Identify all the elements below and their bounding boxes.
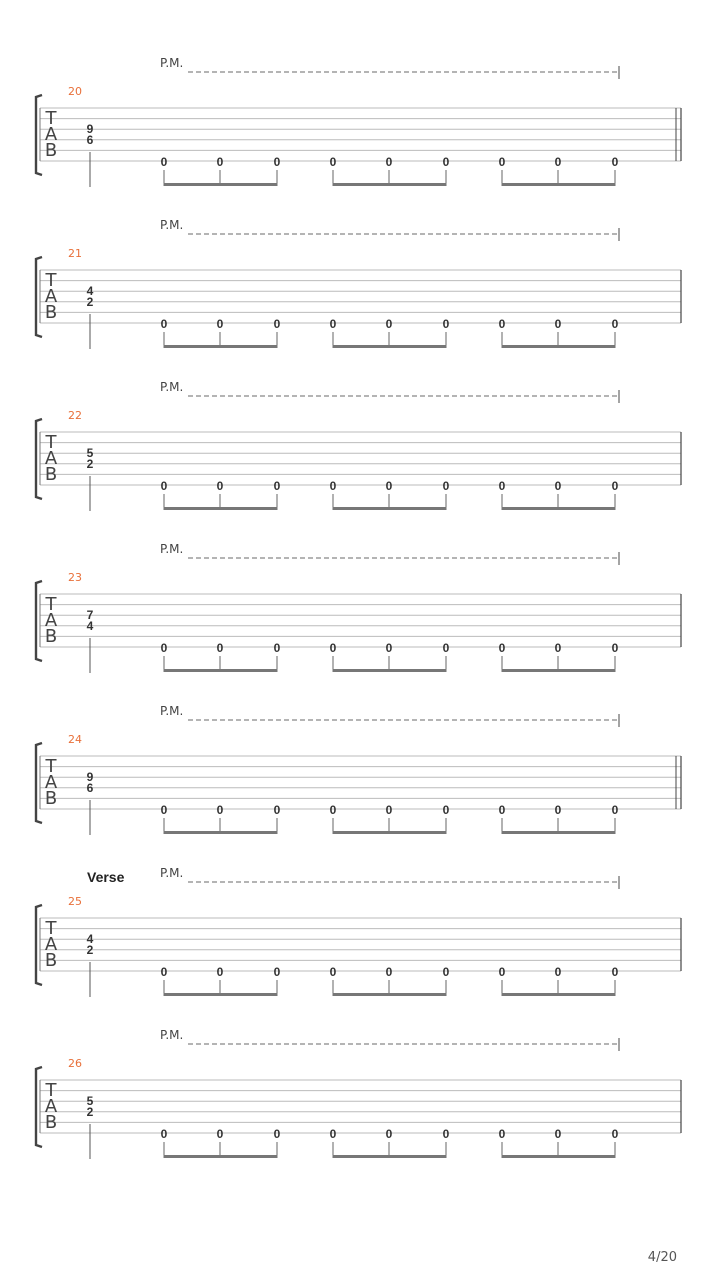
system-bracket xyxy=(36,581,42,661)
note-beam xyxy=(164,183,278,186)
open-string-note: 0 xyxy=(329,1127,337,1141)
system-bracket xyxy=(36,257,42,337)
note-beam xyxy=(333,183,447,186)
tab-clef-letter: B xyxy=(44,1112,58,1133)
open-string-note: 0 xyxy=(273,803,281,817)
tab-clef-letter: T xyxy=(45,270,57,291)
note-beam xyxy=(164,345,278,348)
page-number: 4/20 xyxy=(647,1250,677,1265)
open-string-note: 0 xyxy=(442,641,450,655)
note-beam xyxy=(164,1155,278,1158)
open-string-note: 0 xyxy=(329,479,337,493)
open-string-note: 0 xyxy=(160,965,168,979)
tab-system xyxy=(36,866,681,997)
open-string-note: 0 xyxy=(554,1127,562,1141)
chord-fret: 6 xyxy=(86,133,94,147)
open-string-note: 0 xyxy=(160,1127,168,1141)
note-beam xyxy=(333,345,447,348)
system-bracket xyxy=(36,1067,42,1147)
open-string-note: 0 xyxy=(273,641,281,655)
system-bracket xyxy=(36,905,42,985)
open-string-note: 0 xyxy=(442,1127,450,1141)
open-string-note: 0 xyxy=(329,641,337,655)
chord-fret: 2 xyxy=(86,457,94,471)
tab-clef-letter: A xyxy=(44,772,58,793)
measure-number: 25 xyxy=(68,895,82,908)
open-string-note: 0 xyxy=(498,155,506,169)
palm-mute-label: P.M. xyxy=(160,1028,184,1042)
open-string-note: 0 xyxy=(385,317,393,331)
open-string-note: 0 xyxy=(498,641,506,655)
open-string-note: 0 xyxy=(216,965,224,979)
open-string-note: 0 xyxy=(273,1127,281,1141)
tab-clef-letter: B xyxy=(44,626,58,647)
open-string-note: 0 xyxy=(385,155,393,169)
chord-fret: 5 xyxy=(86,446,94,460)
open-string-note: 0 xyxy=(611,479,619,493)
open-string-note: 0 xyxy=(273,965,281,979)
chord-fret: 5 xyxy=(86,1094,94,1108)
open-string-note: 0 xyxy=(611,1127,619,1141)
tab-clef-letter: A xyxy=(44,124,58,145)
open-string-note: 0 xyxy=(216,317,224,331)
chord-fret: 2 xyxy=(86,1105,94,1119)
note-beam xyxy=(502,993,616,996)
open-string-note: 0 xyxy=(329,317,337,331)
system-bracket xyxy=(36,419,42,499)
open-string-note: 0 xyxy=(273,155,281,169)
tab-system xyxy=(36,380,681,511)
open-string-note: 0 xyxy=(385,641,393,655)
open-string-note: 0 xyxy=(160,803,168,817)
tab-clef-letter: A xyxy=(44,934,58,955)
chord-fret: 9 xyxy=(86,122,94,136)
open-string-note: 0 xyxy=(160,479,168,493)
note-beam xyxy=(333,507,447,510)
tab-clef-letter: T xyxy=(45,756,57,777)
tab-clef-letter: B xyxy=(44,302,58,323)
chord-fret: 2 xyxy=(86,943,94,957)
open-string-note: 0 xyxy=(611,317,619,331)
open-string-note: 0 xyxy=(216,1127,224,1141)
open-string-note: 0 xyxy=(442,803,450,817)
note-beam xyxy=(164,669,278,672)
tab-clef-letter: B xyxy=(44,140,58,161)
open-string-note: 0 xyxy=(160,317,168,331)
tab-system xyxy=(36,704,681,835)
open-string-note: 0 xyxy=(385,479,393,493)
tab-clef-letter: A xyxy=(44,1096,58,1117)
tab-clef-letter: B xyxy=(44,950,58,971)
open-string-note: 0 xyxy=(554,317,562,331)
open-string-note: 0 xyxy=(329,155,337,169)
open-string-note: 0 xyxy=(554,479,562,493)
open-string-note: 0 xyxy=(216,479,224,493)
open-string-note: 0 xyxy=(611,155,619,169)
open-string-note: 0 xyxy=(216,155,224,169)
system-bracket xyxy=(36,95,42,175)
open-string-note: 0 xyxy=(611,641,619,655)
measure-number: 24 xyxy=(68,733,82,746)
note-beam xyxy=(333,1155,447,1158)
open-string-note: 0 xyxy=(442,965,450,979)
tab-clef-letter: T xyxy=(45,594,57,615)
chord-fret: 4 xyxy=(86,284,94,298)
tab-clef-letter: A xyxy=(44,448,58,469)
open-string-note: 0 xyxy=(160,641,168,655)
tab-clef-letter: A xyxy=(44,286,58,307)
open-string-note: 0 xyxy=(554,155,562,169)
note-beam xyxy=(502,1155,616,1158)
note-beam xyxy=(333,831,447,834)
note-beam xyxy=(333,669,447,672)
palm-mute-label: P.M. xyxy=(160,704,184,718)
chord-fret: 2 xyxy=(86,295,94,309)
open-string-note: 0 xyxy=(273,317,281,331)
palm-mute-label: P.M. xyxy=(160,866,184,880)
open-string-note: 0 xyxy=(273,479,281,493)
palm-mute-label: P.M. xyxy=(160,56,184,70)
tab-system xyxy=(36,1028,681,1159)
note-beam xyxy=(502,183,616,186)
open-string-note: 0 xyxy=(216,641,224,655)
note-beam xyxy=(502,669,616,672)
tab-system xyxy=(36,218,681,349)
open-string-note: 0 xyxy=(554,803,562,817)
open-string-note: 0 xyxy=(442,155,450,169)
tab-system xyxy=(36,56,681,187)
measure-number: 23 xyxy=(68,571,82,584)
tab-clef-letter: B xyxy=(44,464,58,485)
open-string-note: 0 xyxy=(498,803,506,817)
palm-mute-label: P.M. xyxy=(160,542,184,556)
tab-clef-letter: T xyxy=(45,108,57,129)
note-beam xyxy=(502,507,616,510)
open-string-note: 0 xyxy=(611,803,619,817)
note-beam xyxy=(502,345,616,348)
note-beam xyxy=(333,993,447,996)
section-label: Verse xyxy=(87,869,125,885)
tab-clef-letter: T xyxy=(45,432,57,453)
tab-clef-letter: T xyxy=(45,1080,57,1101)
open-string-note: 0 xyxy=(329,965,337,979)
open-string-note: 0 xyxy=(385,965,393,979)
open-string-note: 0 xyxy=(216,803,224,817)
open-string-note: 0 xyxy=(554,641,562,655)
open-string-note: 0 xyxy=(329,803,337,817)
measure-number: 21 xyxy=(68,247,82,260)
open-string-note: 0 xyxy=(611,965,619,979)
chord-fret: 7 xyxy=(86,608,94,622)
open-string-note: 0 xyxy=(554,965,562,979)
palm-mute-label: P.M. xyxy=(160,218,184,232)
open-string-note: 0 xyxy=(498,965,506,979)
chord-fret: 4 xyxy=(86,619,94,633)
open-string-note: 0 xyxy=(442,479,450,493)
chord-fret: 4 xyxy=(86,932,94,946)
open-string-note: 0 xyxy=(385,1127,393,1141)
tab-clef-letter: T xyxy=(45,918,57,939)
note-beam xyxy=(164,993,278,996)
open-string-note: 0 xyxy=(385,803,393,817)
measure-number: 20 xyxy=(68,85,82,98)
open-string-note: 0 xyxy=(498,317,506,331)
measure-number: 26 xyxy=(68,1057,82,1070)
open-string-note: 0 xyxy=(442,317,450,331)
tab-system xyxy=(36,542,681,673)
open-string-note: 0 xyxy=(498,479,506,493)
tab-clef-letter: B xyxy=(44,788,58,809)
system-bracket xyxy=(36,743,42,823)
open-string-note: 0 xyxy=(498,1127,506,1141)
chord-fret: 9 xyxy=(86,770,94,784)
note-beam xyxy=(164,831,278,834)
tab-clef-letter: A xyxy=(44,610,58,631)
note-beam xyxy=(502,831,616,834)
note-beam xyxy=(164,507,278,510)
chord-fret: 6 xyxy=(86,781,94,795)
measure-number: 22 xyxy=(68,409,82,422)
palm-mute-label: P.M. xyxy=(160,380,184,394)
open-string-note: 0 xyxy=(160,155,168,169)
